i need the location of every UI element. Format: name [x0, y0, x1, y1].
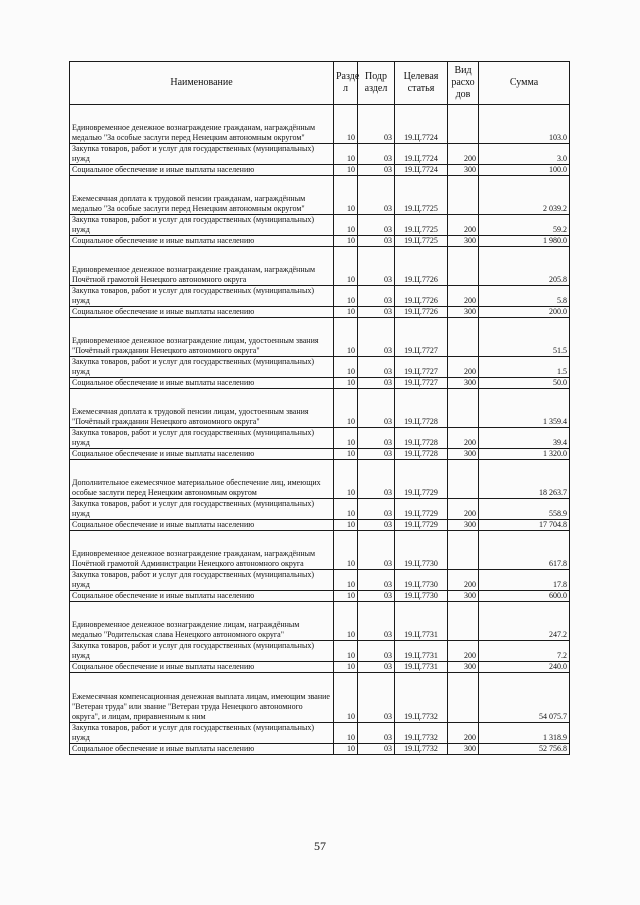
row-target: 19.Ц.7730	[395, 531, 448, 570]
row-vid: 200	[448, 499, 479, 520]
row-sum: 17.8	[479, 570, 570, 591]
row-podrazdel: 03	[358, 531, 395, 570]
row-name: Социальное обеспечение и иные выплаты населению	[70, 520, 334, 531]
table-row	[70, 144, 570, 165]
row-razdel: 10	[334, 428, 358, 449]
header-razdel: Разде л	[334, 62, 358, 105]
row-name: Закупка товаров, работ и услуг для государственных (муниципальных) нужд	[70, 570, 334, 591]
row-vid: 300	[448, 236, 479, 247]
row-razdel: 10	[334, 723, 358, 744]
table-row	[70, 176, 570, 215]
row-vid	[448, 673, 479, 723]
row-target: 19.Ц.7732	[395, 673, 448, 723]
row-podrazdel: 03	[358, 236, 395, 247]
row-podrazdel: 03	[358, 662, 395, 673]
table-row	[70, 286, 570, 307]
table-row	[70, 165, 570, 176]
row-vid: 300	[448, 378, 479, 389]
row-vid: 200	[448, 723, 479, 744]
row-vid: 200	[448, 215, 479, 236]
row-target: 19.Ц.7726	[395, 247, 448, 286]
row-razdel: 10	[334, 236, 358, 247]
row-podrazdel: 03	[358, 215, 395, 236]
row-target: 19.Ц.7726	[395, 307, 448, 318]
row-podrazdel: 03	[358, 591, 395, 602]
row-target: 19.Ц.7732	[395, 723, 448, 744]
row-vid	[448, 247, 479, 286]
row-razdel: 10	[334, 378, 358, 389]
table-row	[70, 641, 570, 662]
row-vid: 200	[448, 357, 479, 378]
row-target: 19.Ц.7727	[395, 378, 448, 389]
row-sum: 240.0	[479, 662, 570, 673]
row-target: 19.Ц.7730	[395, 591, 448, 602]
row-razdel: 10	[334, 144, 358, 165]
row-sum: 5.8	[479, 286, 570, 307]
row-target: 19.Ц.7731	[395, 662, 448, 673]
row-sum: 52 756.8	[479, 744, 570, 755]
row-sum: 18 263.7	[479, 460, 570, 499]
row-name: Ежемесячная компенсационная денежная выплата лицам, имеющим звание "Ветеран труда" или звание "Ветеран труда Ненецкого автономного округа", и лицам, приравненным к ним	[70, 673, 334, 723]
row-vid: 300	[448, 449, 479, 460]
header-sum: Сумма	[479, 62, 570, 105]
row-name: Единовременное денежное вознаграждение лицам, награждённым медалью "Родительская слава Ненецкого автономного округа"	[70, 602, 334, 641]
row-vid: 300	[448, 744, 479, 755]
row-name: Социальное обеспечение и иные выплаты населению	[70, 744, 334, 755]
row-name: Единовременное денежное вознаграждение гражданам, награждённым Почётной грамотой Администрации Ненецкого автономного округа	[70, 531, 334, 570]
row-target: 19.Ц.7731	[395, 602, 448, 641]
table-row	[70, 318, 570, 357]
row-sum: 1.5	[479, 357, 570, 378]
row-name: Социальное обеспечение и иные выплаты населению	[70, 591, 334, 602]
header-name: Наименование	[70, 62, 334, 105]
row-name: Единовременное денежное вознаграждение лицам, удостоенным звания "Почётный гражданин Ненецкого автономного округа"	[70, 318, 334, 357]
row-sum: 1 359.4	[479, 389, 570, 428]
row-podrazdel: 03	[358, 176, 395, 215]
row-podrazdel: 03	[358, 389, 395, 428]
table-row	[70, 357, 570, 378]
row-podrazdel: 03	[358, 641, 395, 662]
header-podrazdel: Подр аздел	[358, 62, 395, 105]
row-sum: 1 320.0	[479, 449, 570, 460]
row-vid	[448, 531, 479, 570]
row-sum: 2 039.2	[479, 176, 570, 215]
row-podrazdel: 03	[358, 602, 395, 641]
row-target: 19.Ц.7724	[395, 165, 448, 176]
row-target: 19.Ц.7724	[395, 105, 448, 144]
table-row	[70, 723, 570, 744]
row-razdel: 10	[334, 570, 358, 591]
row-sum: 39.4	[479, 428, 570, 449]
row-podrazdel: 03	[358, 744, 395, 755]
row-podrazdel: 03	[358, 499, 395, 520]
row-podrazdel: 03	[358, 520, 395, 531]
row-sum: 1 318.9	[479, 723, 570, 744]
table-row	[70, 499, 570, 520]
row-podrazdel: 03	[358, 723, 395, 744]
table-row	[70, 520, 570, 531]
row-vid	[448, 105, 479, 144]
row-name: Социальное обеспечение и иные выплаты населению	[70, 662, 334, 673]
row-vid: 300	[448, 307, 479, 318]
row-target: 19.Ц.7729	[395, 499, 448, 520]
table-row	[70, 531, 570, 570]
table-row	[70, 105, 570, 144]
row-podrazdel: 03	[358, 105, 395, 144]
row-vid: 200	[448, 286, 479, 307]
table-row	[70, 744, 570, 755]
row-name: Дополнительное ежемесячное материальное обеспечение лиц, имеющих особые заслуги перед Ненецким автономным округом	[70, 460, 334, 499]
row-name: Закупка товаров, работ и услуг для государственных (муниципальных) нужд	[70, 357, 334, 378]
row-razdel: 10	[334, 673, 358, 723]
row-sum: 17 704.8	[479, 520, 570, 531]
row-name: Социальное обеспечение и иные выплаты населению	[70, 165, 334, 176]
row-podrazdel: 03	[358, 357, 395, 378]
budget-table	[69, 61, 570, 755]
table-row	[70, 247, 570, 286]
row-target: 19.Ц.7725	[395, 236, 448, 247]
row-target: 19.Ц.7728	[395, 449, 448, 460]
row-razdel: 10	[334, 286, 358, 307]
row-sum: 200.0	[479, 307, 570, 318]
row-podrazdel: 03	[358, 165, 395, 176]
row-sum: 51.5	[479, 318, 570, 357]
row-vid: 300	[448, 662, 479, 673]
row-name: Ежемесячная доплата к трудовой пенсии гражданам, награждённым медалью "За особые заслуги перед Ненецким автономным округом"	[70, 176, 334, 215]
table-row	[70, 673, 570, 723]
table-row	[70, 307, 570, 318]
row-vid: 300	[448, 165, 479, 176]
row-vid: 300	[448, 591, 479, 602]
row-target: 19.Ц.7724	[395, 144, 448, 165]
row-target: 19.Ц.7726	[395, 286, 448, 307]
row-name: Закупка товаров, работ и услуг для государственных (муниципальных) нужд	[70, 286, 334, 307]
row-vid: 200	[448, 641, 479, 662]
table-body	[70, 105, 570, 755]
row-razdel: 10	[334, 641, 358, 662]
row-podrazdel: 03	[358, 307, 395, 318]
row-sum: 617.8	[479, 531, 570, 570]
row-name: Закупка товаров, работ и услуг для государственных (муниципальных) нужд	[70, 215, 334, 236]
header-target: Целевая статья	[395, 62, 448, 105]
row-name: Социальное обеспечение и иные выплаты населению	[70, 378, 334, 389]
row-target: 19.Ц.7728	[395, 389, 448, 428]
header-vid: Вид расхо дов	[448, 62, 479, 105]
row-sum: 50.0	[479, 378, 570, 389]
table-row	[70, 236, 570, 247]
row-podrazdel: 03	[358, 318, 395, 357]
row-sum: 7.2	[479, 641, 570, 662]
row-vid	[448, 460, 479, 499]
row-name: Единовременное денежное вознаграждение гражданам, награждённым медалью "За особые заслуги перед Ненецким автономным округом"	[70, 105, 334, 144]
row-name: Социальное обеспечение и иные выплаты населению	[70, 236, 334, 247]
row-sum: 54 075.7	[479, 673, 570, 723]
row-podrazdel: 03	[358, 673, 395, 723]
table-row	[70, 389, 570, 428]
row-name: Ежемесячная доплата к трудовой пенсии лицам, удостоенным звания "Почётный гражданин Ненецкого автономного округа"	[70, 389, 334, 428]
row-target: 19.Ц.7725	[395, 215, 448, 236]
row-name: Единовременное денежное вознаграждение гражданам, награждённым Почётной грамотой Ненецкого автономного округа	[70, 247, 334, 286]
row-target: 19.Ц.7730	[395, 570, 448, 591]
row-sum: 205.8	[479, 247, 570, 286]
row-vid	[448, 602, 479, 641]
row-razdel: 10	[334, 499, 358, 520]
row-razdel: 10	[334, 105, 358, 144]
row-target: 19.Ц.7728	[395, 428, 448, 449]
row-podrazdel: 03	[358, 428, 395, 449]
row-name: Закупка товаров, работ и услуг для государственных (муниципальных) нужд	[70, 144, 334, 165]
page-number: 57	[314, 839, 326, 853]
row-sum: 3.0	[479, 144, 570, 165]
row-razdel: 10	[334, 165, 358, 176]
row-podrazdel: 03	[358, 144, 395, 165]
row-vid: 200	[448, 144, 479, 165]
row-name: Социальное обеспечение и иные выплаты населению	[70, 307, 334, 318]
row-sum: 103.0	[479, 105, 570, 144]
row-sum: 1 980.0	[479, 236, 570, 247]
row-target: 19.Ц.7732	[395, 744, 448, 755]
row-razdel: 10	[334, 307, 358, 318]
row-vid: 300	[448, 520, 479, 531]
row-razdel: 10	[334, 176, 358, 215]
row-podrazdel: 03	[358, 247, 395, 286]
row-razdel: 10	[334, 602, 358, 641]
row-razdel: 10	[334, 744, 358, 755]
row-name: Социальное обеспечение и иные выплаты населению	[70, 449, 334, 460]
row-razdel: 10	[334, 318, 358, 357]
row-podrazdel: 03	[358, 570, 395, 591]
table-row	[70, 215, 570, 236]
row-razdel: 10	[334, 357, 358, 378]
row-podrazdel: 03	[358, 286, 395, 307]
row-razdel: 10	[334, 460, 358, 499]
table-row	[70, 378, 570, 389]
row-name: Закупка товаров, работ и услуг для государственных (муниципальных) нужд	[70, 499, 334, 520]
row-razdel: 10	[334, 520, 358, 531]
row-razdel: 10	[334, 247, 358, 286]
row-vid: 200	[448, 428, 479, 449]
row-podrazdel: 03	[358, 449, 395, 460]
row-vid	[448, 318, 479, 357]
row-vid	[448, 389, 479, 428]
row-razdel: 10	[334, 591, 358, 602]
table-row	[70, 602, 570, 641]
row-sum: 558.9	[479, 499, 570, 520]
table-row	[70, 591, 570, 602]
row-sum: 59.2	[479, 215, 570, 236]
table-header	[70, 62, 570, 105]
table-row	[70, 428, 570, 449]
row-target: 19.Ц.7731	[395, 641, 448, 662]
row-target: 19.Ц.7725	[395, 176, 448, 215]
row-vid: 200	[448, 570, 479, 591]
table-row	[70, 449, 570, 460]
row-razdel: 10	[334, 449, 358, 460]
table-row	[70, 460, 570, 499]
row-podrazdel: 03	[358, 378, 395, 389]
table-row	[70, 570, 570, 591]
row-target: 19.Ц.7727	[395, 357, 448, 378]
row-sum: 100.0	[479, 165, 570, 176]
row-target: 19.Ц.7729	[395, 520, 448, 531]
row-razdel: 10	[334, 531, 358, 570]
row-sum: 600.0	[479, 591, 570, 602]
row-sum: 247.2	[479, 602, 570, 641]
header-row	[70, 62, 570, 105]
row-razdel: 10	[334, 389, 358, 428]
row-target: 19.Ц.7729	[395, 460, 448, 499]
row-name: Закупка товаров, работ и услуг для государственных (муниципальных) нужд	[70, 428, 334, 449]
row-razdel: 10	[334, 215, 358, 236]
row-vid	[448, 176, 479, 215]
row-razdel: 10	[334, 662, 358, 673]
table-row	[70, 662, 570, 673]
row-target: 19.Ц.7727	[395, 318, 448, 357]
row-name: Закупка товаров, работ и услуг для государственных (муниципальных) нужд	[70, 641, 334, 662]
row-podrazdel: 03	[358, 460, 395, 499]
row-name: Закупка товаров, работ и услуг для государственных (муниципальных) нужд	[70, 723, 334, 744]
